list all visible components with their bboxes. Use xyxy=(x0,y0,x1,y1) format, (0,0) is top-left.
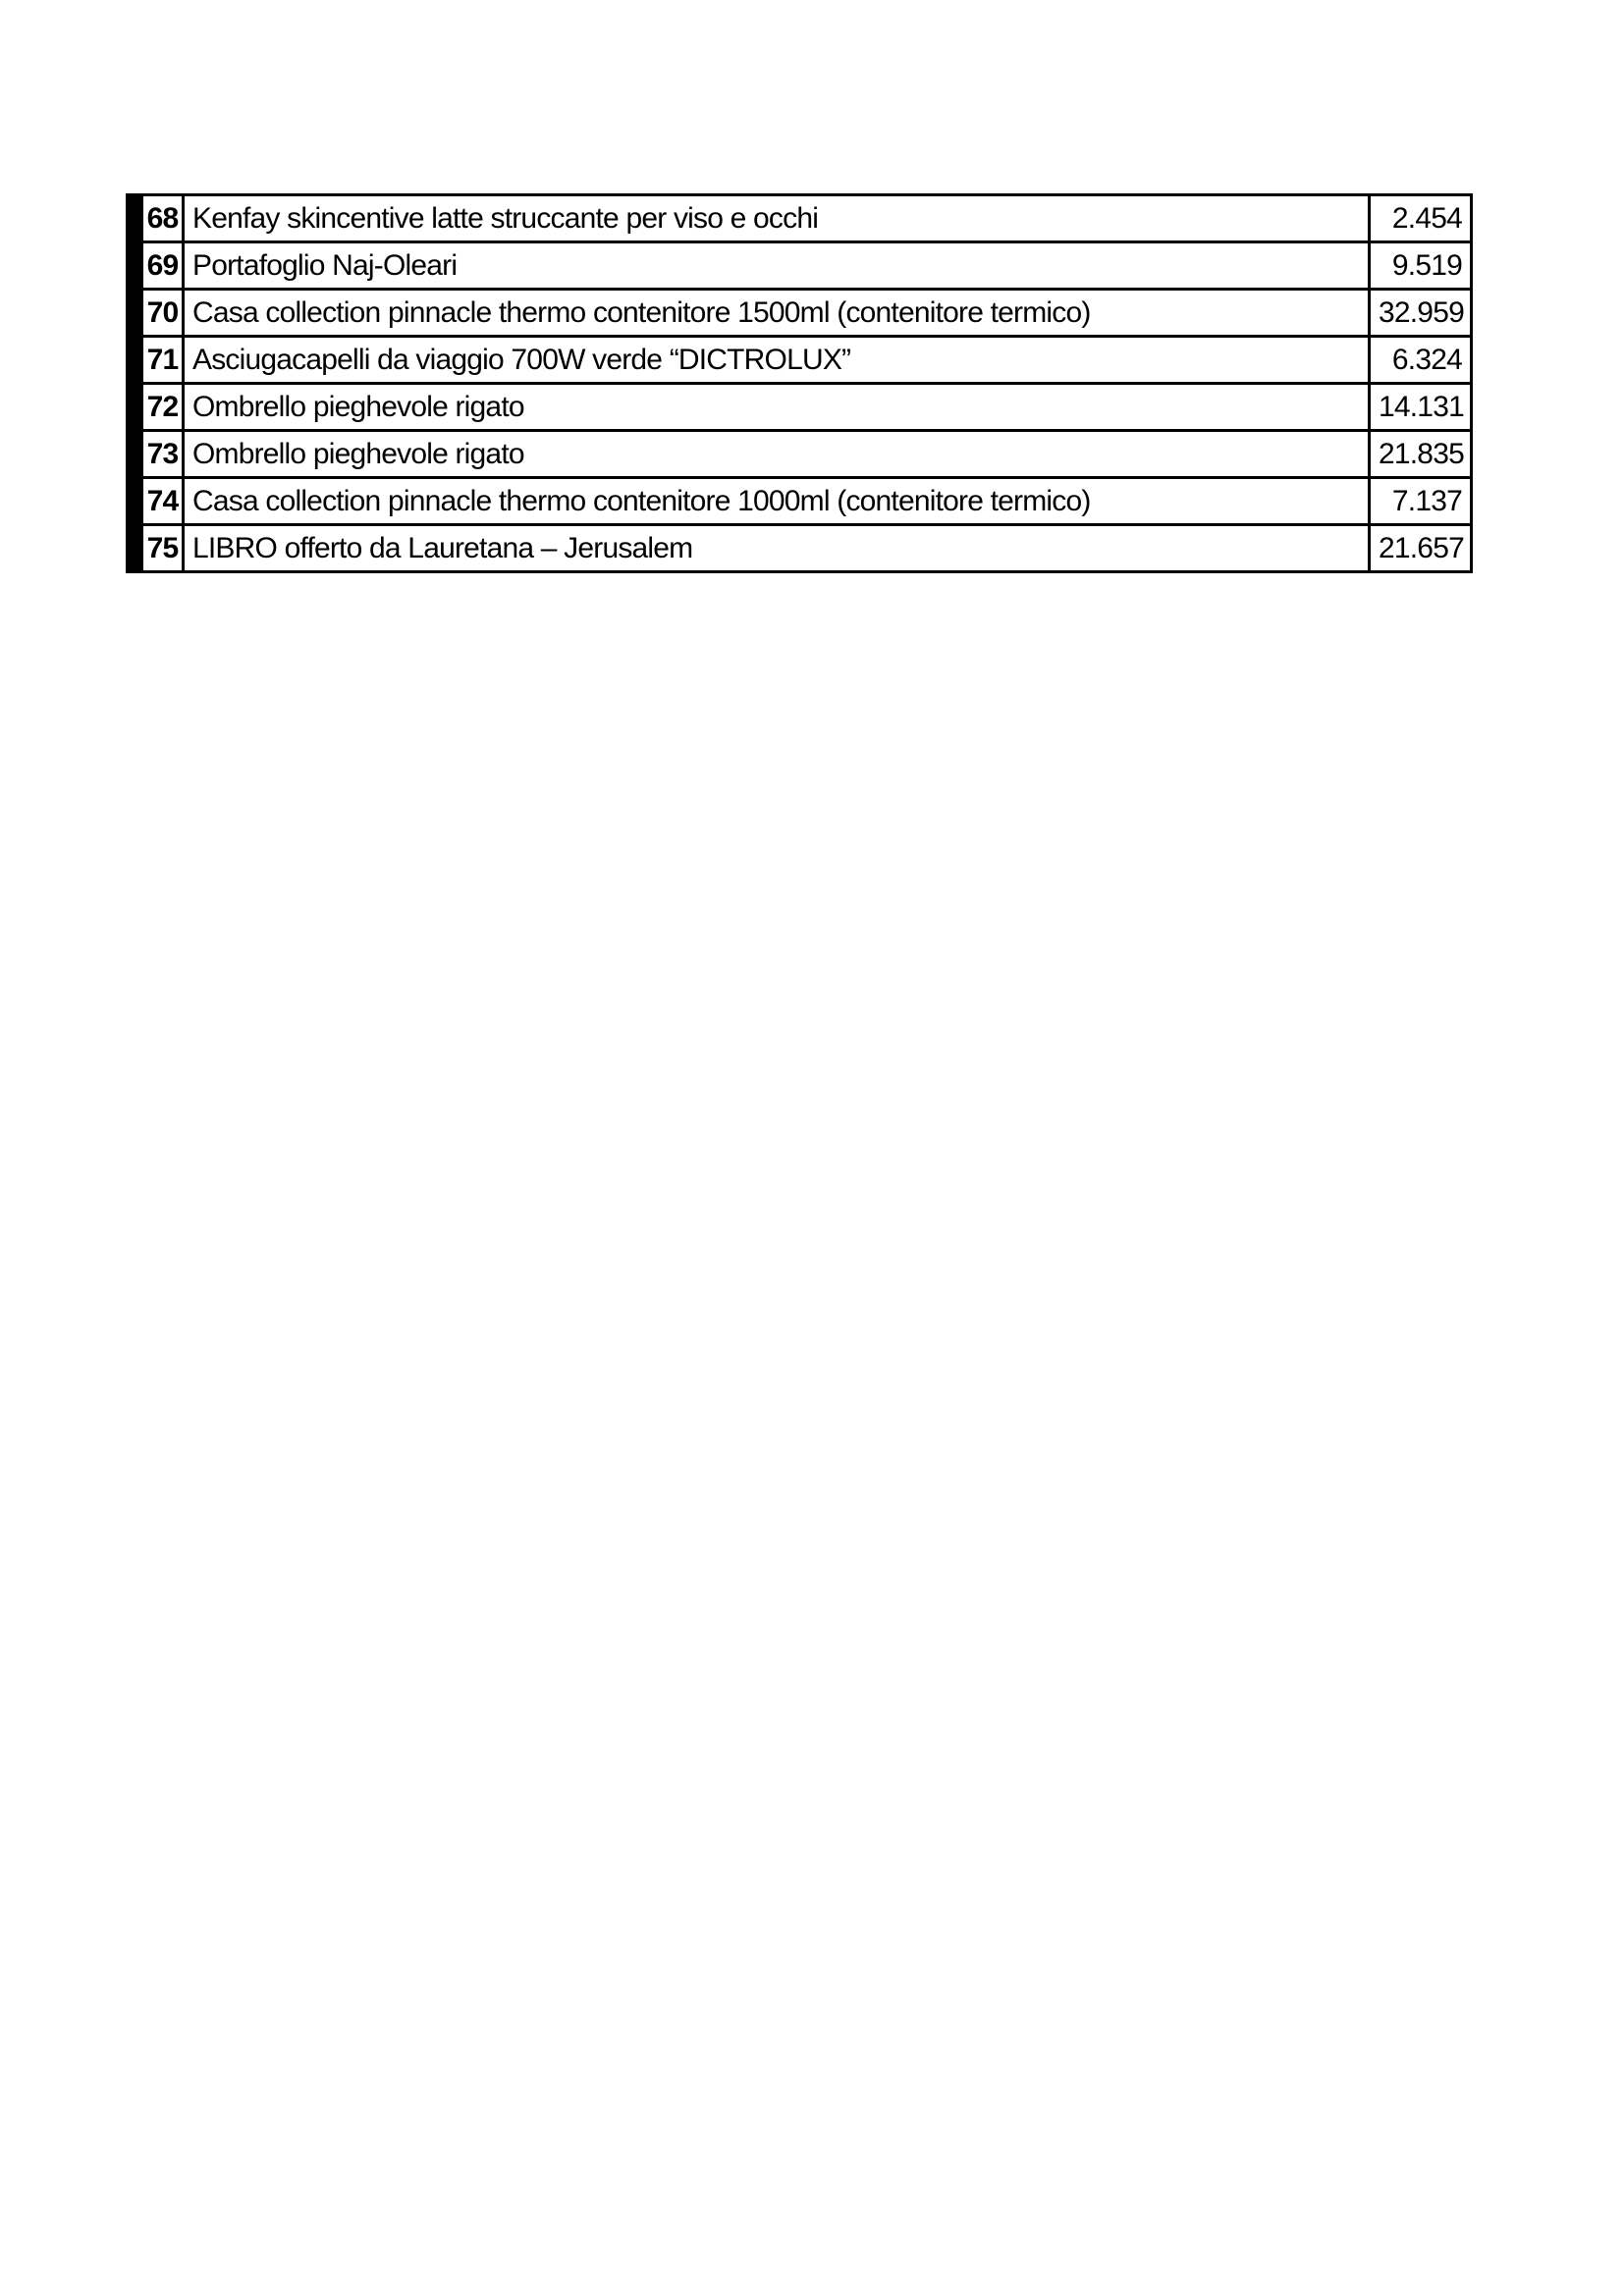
item-value: 7.137 xyxy=(1370,478,1472,525)
row-number: 74 xyxy=(142,478,184,525)
row-marker-bar xyxy=(128,242,142,290)
item-value: 9.519 xyxy=(1370,242,1472,290)
row-number: 70 xyxy=(142,290,184,337)
table-row xyxy=(128,242,1472,290)
table-row xyxy=(128,384,1472,431)
row-number: 69 xyxy=(142,242,184,290)
item-value: 32.959 xyxy=(1370,290,1472,337)
item-value: 2.454 xyxy=(1370,195,1472,242)
row-marker-bar xyxy=(128,290,142,337)
row-marker-bar xyxy=(128,525,142,572)
row-marker-bar xyxy=(128,195,142,242)
table-row xyxy=(128,478,1472,525)
table-row xyxy=(128,195,1472,242)
row-number: 73 xyxy=(142,431,184,478)
row-number: 75 xyxy=(142,525,184,572)
item-description: Casa collection pinnacle thermo contenitore 1000ml (contenitore termico) xyxy=(184,478,1370,525)
table-row xyxy=(128,431,1472,478)
item-description: Portafoglio Naj-Oleari xyxy=(184,242,1370,290)
item-value: 6.324 xyxy=(1370,337,1472,384)
table-row xyxy=(128,337,1472,384)
item-description: LIBRO offerto da Lauretana – Jerusalem xyxy=(184,525,1370,572)
row-marker-bar xyxy=(128,431,142,478)
row-marker-bar xyxy=(128,478,142,525)
item-value: 14.131 xyxy=(1370,384,1472,431)
table-row xyxy=(128,290,1472,337)
item-description: Casa collection pinnacle thermo contenitore 1500ml (contenitore termico) xyxy=(184,290,1370,337)
row-number: 72 xyxy=(142,384,184,431)
item-description: Kenfay skincentive latte struccante per viso e occhi xyxy=(184,195,1370,242)
inventory-table xyxy=(126,193,1473,573)
table-row xyxy=(128,525,1472,572)
row-marker-bar xyxy=(128,337,142,384)
row-number: 71 xyxy=(142,337,184,384)
item-value: 21.835 xyxy=(1370,431,1472,478)
row-marker-bar xyxy=(128,384,142,431)
item-value: 21.657 xyxy=(1370,525,1472,572)
item-description: Asciugacapelli da viaggio 700W verde “DICTROLUX” xyxy=(184,337,1370,384)
item-description: Ombrello pieghevole rigato xyxy=(184,384,1370,431)
item-description: Ombrello pieghevole rigato xyxy=(184,431,1370,478)
row-number: 68 xyxy=(142,195,184,242)
